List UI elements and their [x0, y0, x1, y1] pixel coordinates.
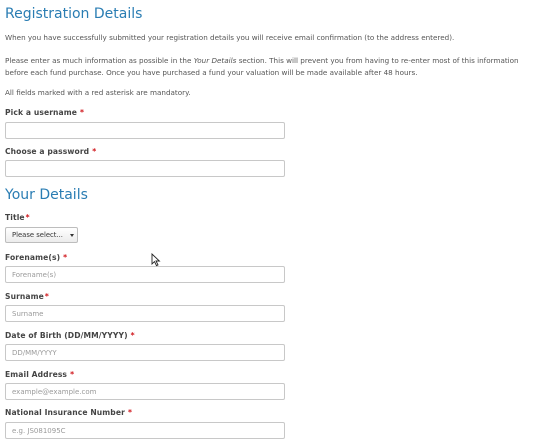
required-asterisk: *: [63, 253, 68, 262]
title-select[interactable]: [5, 227, 78, 243]
your-details-heading: Your Details: [5, 187, 88, 203]
dropdown-arrow-icon: [70, 234, 74, 237]
details-info-emphasis: Your Details: [193, 56, 237, 65]
registration-details-heading: Registration Details: [5, 6, 143, 22]
dob-input[interactable]: [5, 344, 285, 361]
required-asterisk: *: [25, 213, 30, 222]
mouse-cursor-icon: [151, 253, 161, 267]
password-label: [5, 147, 96, 156]
title-select-value: Please select...: [12, 231, 63, 239]
email-input[interactable]: [5, 383, 285, 400]
forename-input[interactable]: [5, 266, 285, 283]
title-label: [5, 213, 30, 222]
confirmation-note: When you have successfully submitted your registration details you will receive email confirmation (to the address entered).: [5, 33, 455, 42]
password-input[interactable]: [5, 160, 285, 177]
surname-label: [5, 292, 49, 301]
ni-number-label: [5, 408, 132, 417]
details-info-text: [5, 55, 541, 79]
dob-label-text: Date of Birth (DD/MM/YYYY): [5, 331, 128, 340]
surname-label-text: Surname: [5, 292, 44, 301]
password-label-text: Choose a password: [5, 147, 90, 156]
required-asterisk: *: [80, 108, 85, 117]
email-label-text: Email Address: [5, 370, 68, 379]
mandatory-note: All fields marked with a red asterisk are mandatory.: [5, 88, 191, 97]
ni-number-input[interactable]: [5, 422, 285, 439]
required-asterisk: *: [130, 331, 135, 340]
required-asterisk: *: [70, 370, 75, 379]
username-label-text: Pick a username: [5, 108, 78, 117]
details-info-text-end: section. This will prevent you from having to re-enter most of this information before each fund purchase. Once you have purchased a fund your valuation will be made available after 48 hours.: [5, 56, 519, 77]
required-asterisk: *: [127, 408, 133, 417]
email-label: [5, 370, 74, 379]
forename-label-text: Forename(s): [5, 253, 61, 262]
required-asterisk: *: [92, 147, 97, 156]
username-input[interactable]: [5, 122, 285, 139]
required-asterisk: *: [44, 292, 49, 301]
username-label: [5, 108, 84, 117]
title-label-text: Title: [5, 213, 25, 222]
ni-number-label-text: National Insurance Number: [5, 408, 125, 417]
details-info-text-start: Please enter as much information as possible in the: [5, 56, 194, 65]
forename-label: [5, 253, 67, 262]
surname-input[interactable]: [5, 305, 285, 322]
dob-label: [5, 331, 135, 340]
